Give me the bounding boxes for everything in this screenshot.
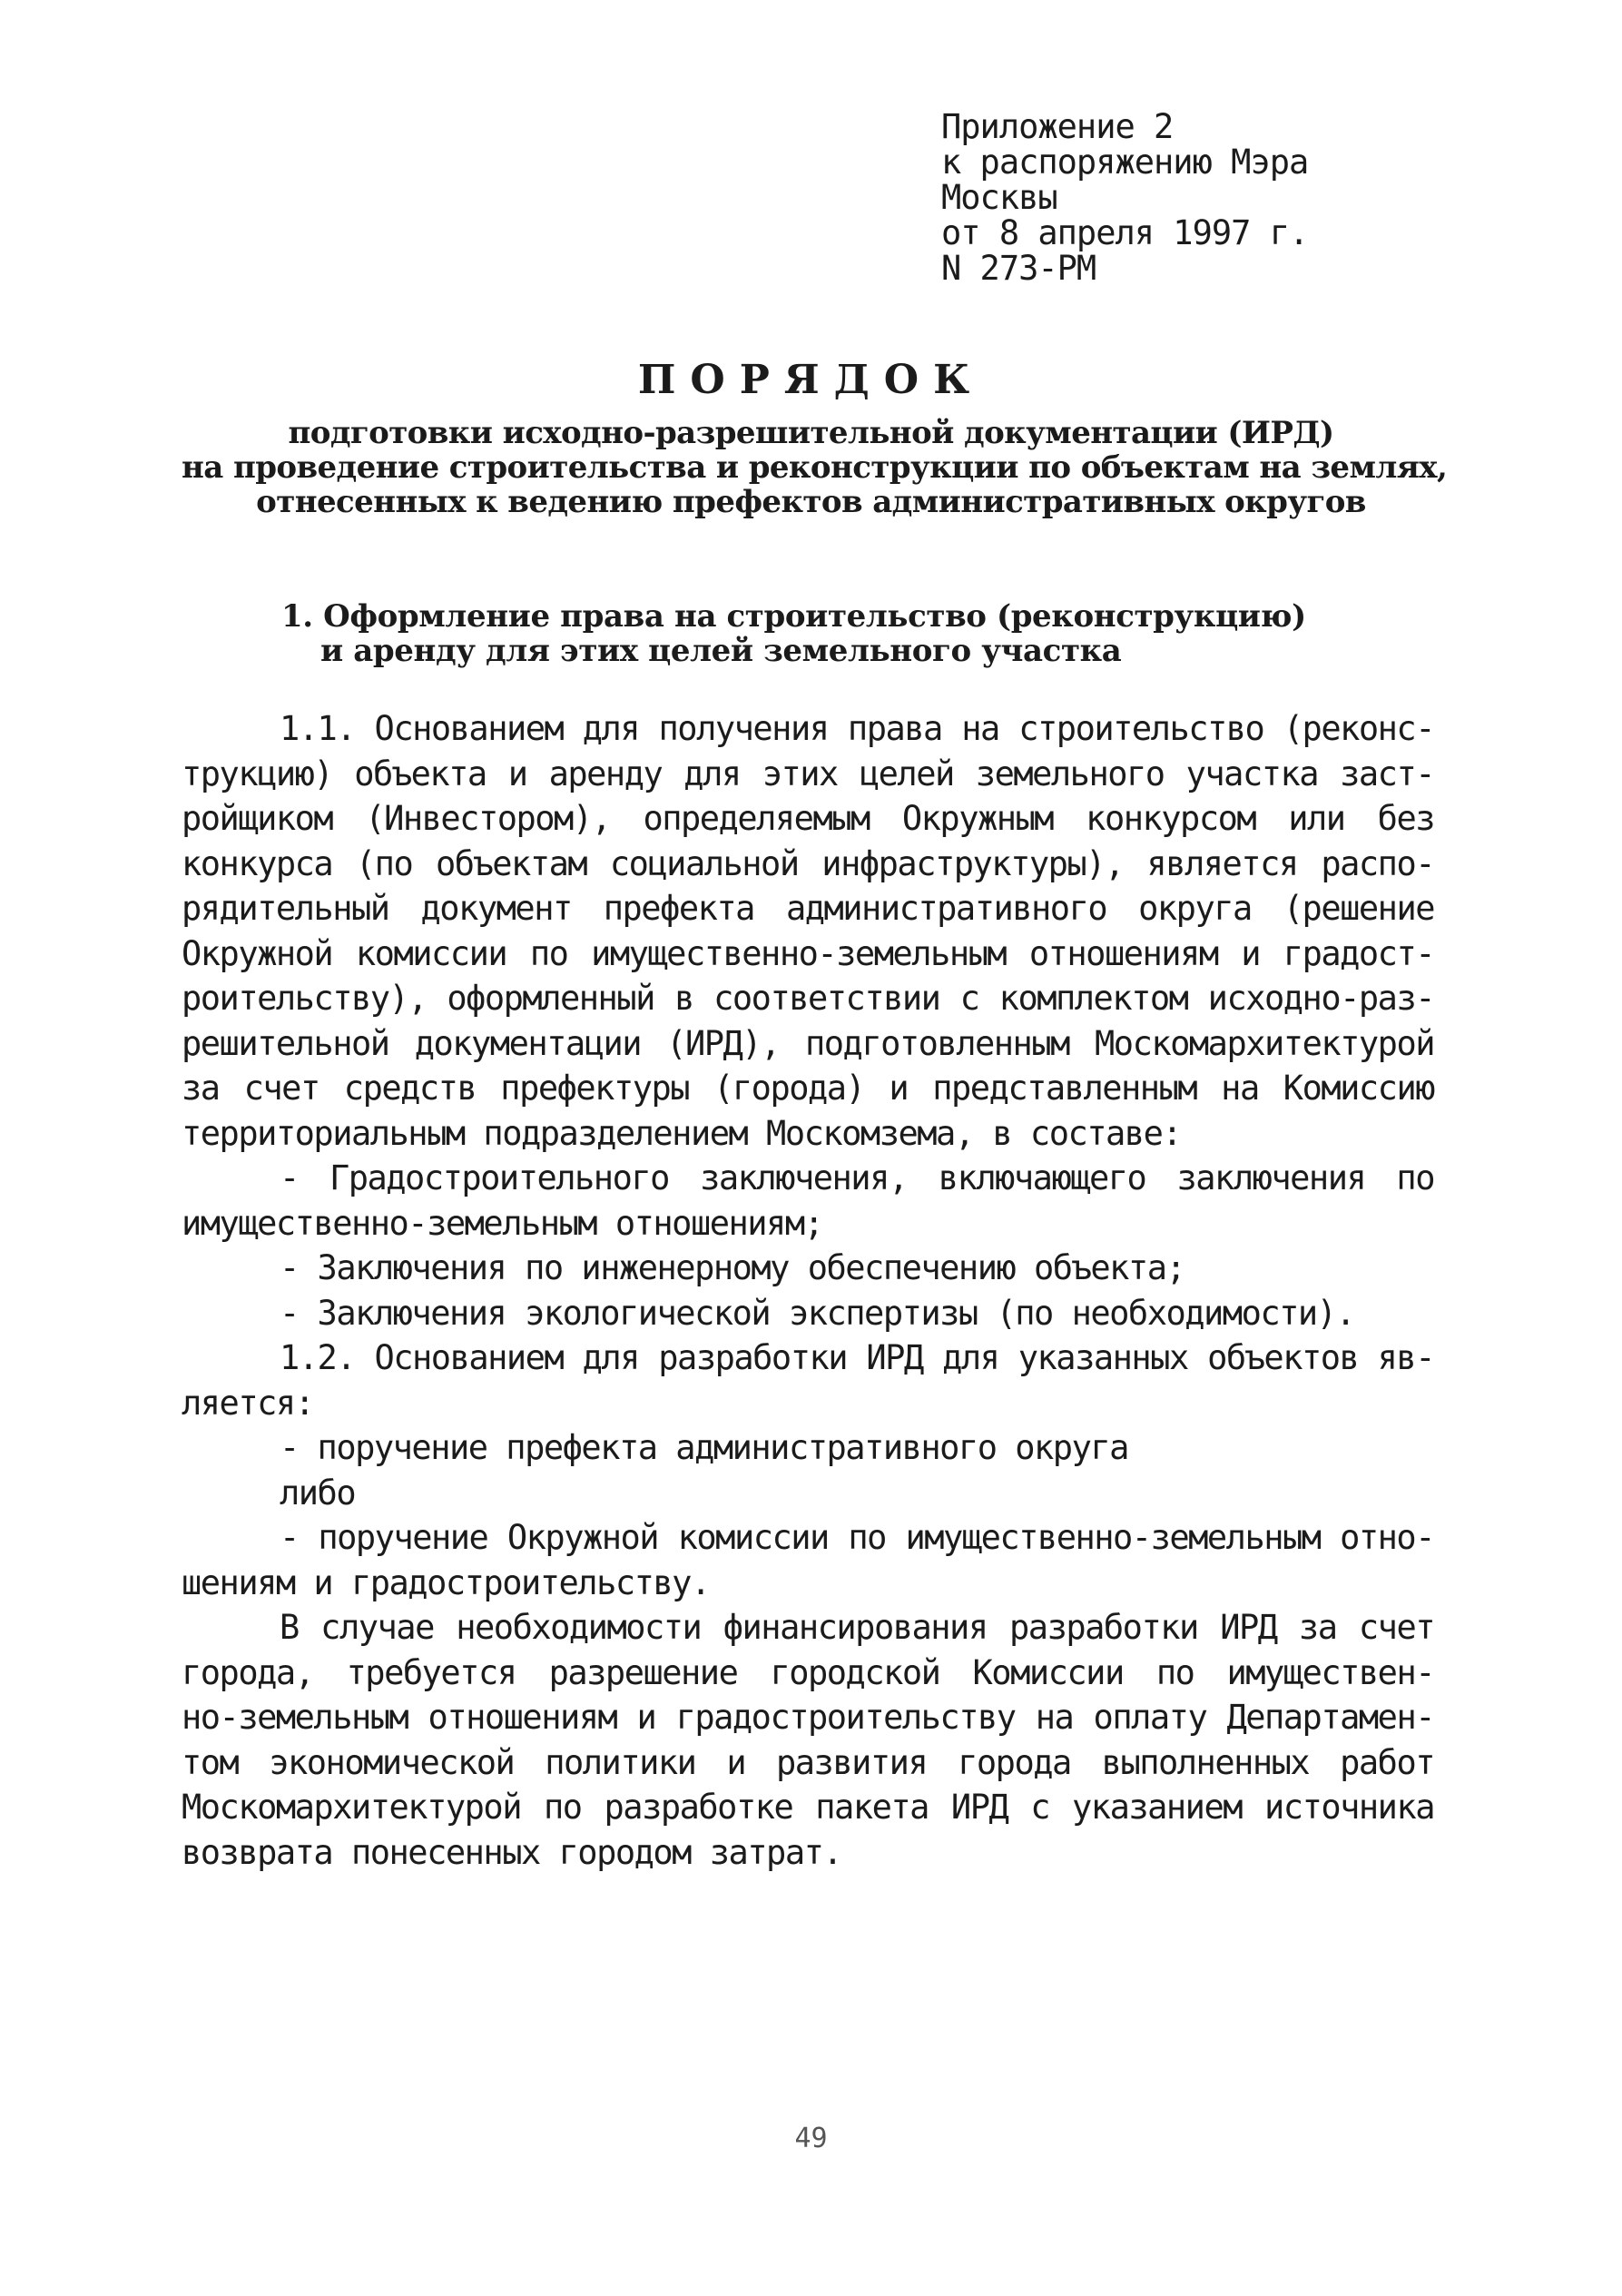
attachment-line: от 8 апреля 1997 г. bbox=[941, 213, 1309, 252]
text-line: решительной документации (ИРД), подготовленным Москомархитектурой bbox=[182, 1023, 1434, 1063]
text-line: ройщиком (Инвестором), определяемым Окружным конкурсом или без bbox=[182, 799, 1434, 838]
text-line: за счет средств префектуры (города) и представленным на Комиссию bbox=[182, 1069, 1434, 1108]
text-line: рядительный документ префекта административного округа (решение bbox=[182, 889, 1434, 928]
attachment-line: к распоряжению Мэра bbox=[941, 143, 1309, 182]
text-line: конкурса (по объектам социальной инфраструктуры), является распо- bbox=[182, 843, 1434, 883]
text-line: но-земельным отношениям и градостроительству на оплату Департамен- bbox=[182, 1698, 1434, 1737]
text-line: шениям и градостроительству. bbox=[182, 1562, 710, 1602]
text-line: трукцию) объекта и аренду для этих целей земельного участка заст- bbox=[182, 754, 1434, 793]
text-line: том экономической политики и развития города выполненных работ bbox=[182, 1742, 1434, 1782]
text-line: Окружной комиссии по имущественно-земельным отношениям и градост- bbox=[182, 933, 1434, 973]
text-line: роительству), оформленный в соответствии с комплектом исходно-раз- bbox=[182, 979, 1434, 1018]
text-line: - Градостроительного заключения, включающего заключения по bbox=[280, 1158, 1434, 1197]
document-subtitle bbox=[182, 415, 1448, 520]
attachment-line: Приложение 2 bbox=[941, 107, 1174, 146]
text-line: - поручение Окружной комиссии по имущественно-земельным отно- bbox=[280, 1518, 1434, 1557]
text-line: территориальным подразделением Москомзема, в составе: bbox=[182, 1113, 1182, 1153]
body-text bbox=[182, 706, 1434, 1875]
subtitle-line: подготовки исходно-разрешительной документации (ИРД) bbox=[288, 415, 1334, 451]
attachment-line: N 273-РМ bbox=[941, 249, 1096, 288]
text-line: имущественно-земельным отношениям; bbox=[182, 1203, 823, 1243]
text-line: В случае необходимости финансирования разработки ИРД за счет bbox=[280, 1608, 1434, 1647]
text-line: - Заключения экологической экспертизы (по необходимости). bbox=[280, 1293, 1355, 1333]
subtitle-line: отнесенных к ведению префектов административных округов bbox=[256, 484, 1366, 520]
section-heading-line: и аренду для этих целей земельного участка bbox=[320, 633, 1122, 669]
text-line: 1.2. Основанием для разработки ИРД для указанных объектов яв- bbox=[280, 1338, 1434, 1377]
attachment-line: Москвы bbox=[941, 178, 1057, 217]
attachment-note bbox=[941, 109, 1308, 286]
text-line: возврата понесенных городом затрат. bbox=[182, 1832, 842, 1872]
section-heading bbox=[281, 599, 1306, 668]
text-line: 1.1. Основанием для получения права на строительство (реконс- bbox=[280, 709, 1434, 748]
text-line: города, требуется разрешение городской Комиссии по имуществен- bbox=[182, 1652, 1434, 1692]
section-heading-line: 1. Оформление права на строительство (реконструкцию) bbox=[281, 598, 1306, 635]
text-line: Москомархитектурой по разработке пакета ИРД с указанием источника bbox=[182, 1788, 1434, 1827]
text-line: - Заключения по инженерному обеспечению объекта; bbox=[280, 1248, 1185, 1287]
text-line: ляется: bbox=[182, 1383, 314, 1423]
page-number: 49 bbox=[794, 2123, 828, 2154]
text-line: - поручение префекта административного округа bbox=[280, 1428, 1128, 1467]
document-title: ПОРЯДОК bbox=[637, 357, 985, 403]
subtitle-line: на проведение строительства и реконструкции по объектам на землях, bbox=[182, 449, 1448, 486]
text-line: либо bbox=[280, 1473, 356, 1513]
